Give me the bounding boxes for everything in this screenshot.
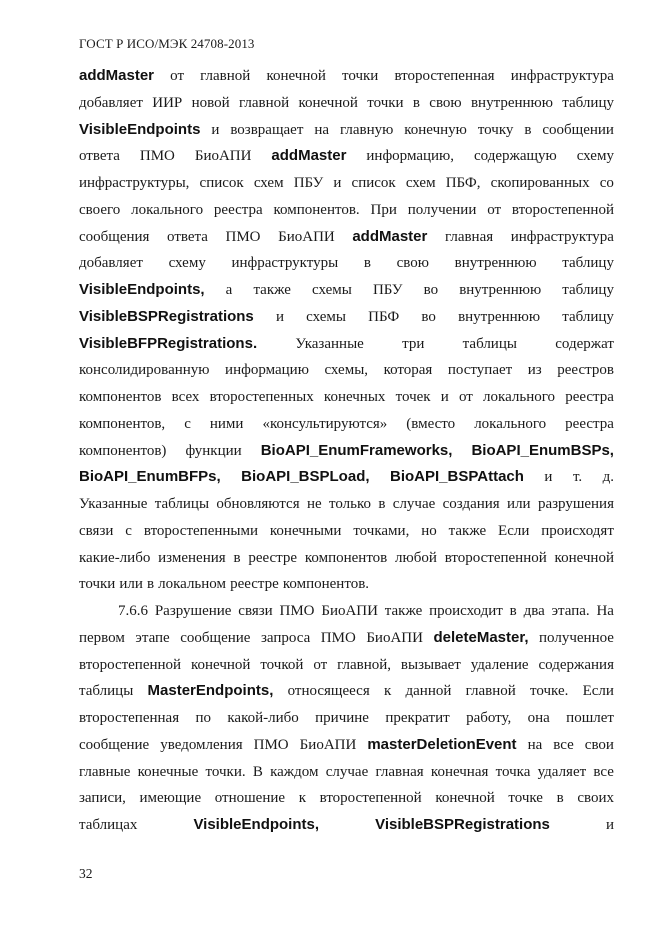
word: конечными xyxy=(269,522,342,539)
word: к xyxy=(298,790,306,807)
word: БиоАПИ xyxy=(299,736,357,753)
word: или xyxy=(119,576,143,593)
code-identifier: VisibleEndpoints, xyxy=(193,816,320,833)
word: инфраструктура xyxy=(510,228,614,245)
word: схемы, xyxy=(324,362,369,379)
word: от xyxy=(487,201,502,218)
word: инфраструктура xyxy=(510,68,614,84)
word: конечной xyxy=(554,549,614,566)
word: свою xyxy=(429,94,462,111)
word: содержания xyxy=(538,656,614,673)
word: этапе xyxy=(135,629,170,646)
word: и xyxy=(333,175,342,191)
word: таблицу xyxy=(562,255,614,272)
word: второстепенной xyxy=(444,549,547,566)
word: информацию xyxy=(225,362,309,379)
word: реестров xyxy=(557,362,614,379)
word: ПМО xyxy=(225,228,261,245)
word: три xyxy=(402,335,425,352)
word: инфраструктуры, xyxy=(79,175,190,191)
word: добавляет xyxy=(79,255,143,272)
word: схемы xyxy=(306,308,346,325)
word: отношение xyxy=(214,790,286,807)
text-line xyxy=(79,759,614,786)
word: прекратит xyxy=(385,710,450,726)
word: схемы xyxy=(312,282,352,298)
code-identifier: VisibleEndpoints, xyxy=(79,281,205,298)
word: локального xyxy=(474,415,547,432)
text-line xyxy=(79,571,614,598)
word: ПБУ xyxy=(293,175,324,191)
word: ПБФ, xyxy=(445,175,481,191)
word: Указанные xyxy=(295,335,364,352)
word: в xyxy=(378,496,386,512)
code-identifier: BioAPI_BSPAttach xyxy=(390,468,524,486)
word: главной, xyxy=(337,656,391,673)
word: внутреннюю xyxy=(454,255,537,272)
word: В xyxy=(252,763,263,780)
word: и xyxy=(275,308,284,325)
word: главная xyxy=(444,228,494,245)
word: также xyxy=(253,282,291,298)
word: т. xyxy=(572,469,583,486)
word: которая xyxy=(383,362,433,379)
word: главной xyxy=(238,94,290,111)
word: с xyxy=(125,522,132,539)
word: (вместо xyxy=(406,415,456,432)
word: Если xyxy=(498,522,530,539)
word: обновляются xyxy=(216,496,300,512)
word: ИИР xyxy=(152,94,183,111)
word: главной xyxy=(465,683,516,700)
text-line xyxy=(79,277,614,304)
word: схему xyxy=(576,148,614,165)
word: реестре xyxy=(248,549,298,566)
word: но xyxy=(421,522,437,539)
word: свою xyxy=(396,255,429,272)
word: она xyxy=(527,710,550,726)
code-identifier: deleteMaster, xyxy=(433,628,529,646)
word: удаление xyxy=(470,656,529,673)
word: всех xyxy=(171,389,200,405)
word: БиоАПИ xyxy=(194,148,252,165)
word: все xyxy=(593,763,614,780)
word: внутреннюю xyxy=(458,308,541,325)
code-identifier: VisibleEndpoints xyxy=(79,120,201,138)
word: точке xyxy=(508,790,543,807)
word: и xyxy=(544,469,553,486)
text-line xyxy=(79,331,614,358)
word: какие-либо xyxy=(79,549,151,566)
word: ПБУ xyxy=(372,282,403,298)
word: каждом xyxy=(270,763,319,780)
word: от xyxy=(313,656,328,673)
text-line xyxy=(79,438,614,465)
word: ПМО xyxy=(139,148,175,165)
word: схем xyxy=(405,175,436,191)
text-line xyxy=(79,170,614,197)
word: второстепенными xyxy=(143,522,259,539)
word: все xyxy=(553,736,574,753)
text-line xyxy=(79,491,614,518)
code-identifier: BioAPI_BSPLoad, xyxy=(241,468,370,486)
word: точкой xyxy=(260,656,304,673)
word: удаляет xyxy=(537,763,587,780)
word: и xyxy=(440,389,449,405)
word: второстепенной xyxy=(511,201,614,218)
word: к xyxy=(383,683,392,700)
word: Если xyxy=(582,683,614,700)
word: компонентов, xyxy=(79,415,166,432)
word: в xyxy=(233,549,241,566)
running-header: ГОСТ Р ИСО/МЭК 24708-2013 xyxy=(79,36,255,51)
text-line xyxy=(79,464,614,491)
word: два xyxy=(523,603,545,619)
word: таблицу xyxy=(562,94,614,111)
word: конечные xyxy=(137,763,199,780)
word: БиоАПИ xyxy=(366,629,423,646)
word: в xyxy=(556,790,564,807)
word: из xyxy=(527,362,542,379)
word: точка xyxy=(495,763,531,780)
word: уведомления xyxy=(160,736,243,753)
word: возвращает xyxy=(230,121,304,138)
word: конечной xyxy=(190,656,251,673)
word: причине xyxy=(315,710,369,726)
text-line xyxy=(79,250,614,277)
word: список xyxy=(351,175,396,191)
word: сообщения xyxy=(79,228,150,245)
word: добавляет xyxy=(79,94,143,111)
word: схем xyxy=(253,175,284,191)
word: точками, xyxy=(353,522,410,539)
word: Указанные xyxy=(79,496,148,512)
word: разрушения xyxy=(537,496,614,512)
word: 7.6.6 xyxy=(118,603,148,619)
word: «консультируются» xyxy=(262,415,388,432)
word: а xyxy=(225,282,233,298)
word: ними xyxy=(209,415,244,432)
word: второстепенной xyxy=(79,656,182,673)
text-line xyxy=(118,598,614,625)
word: относящееся xyxy=(287,683,370,700)
word: какой-либо xyxy=(227,710,299,726)
word: конечная xyxy=(430,763,489,780)
word: инфраструктуры xyxy=(231,255,339,272)
word: ПМО xyxy=(279,603,315,619)
word: связи xyxy=(238,603,273,619)
word: сообщение xyxy=(79,736,150,753)
code-identifier: BioAPI_EnumBSPs, xyxy=(471,441,614,459)
word: компонентов) xyxy=(79,442,167,459)
word: данной xyxy=(405,683,452,700)
text-line xyxy=(79,117,614,144)
word: содержат xyxy=(555,335,614,352)
word: внутреннюю xyxy=(470,94,553,111)
word: таблицу xyxy=(562,308,614,325)
word: БиоАПИ xyxy=(278,228,335,245)
text-line xyxy=(79,63,614,90)
word: информацию, xyxy=(366,148,455,165)
word: и xyxy=(605,817,614,833)
punctuation: . xyxy=(252,334,258,352)
word: в xyxy=(363,255,371,272)
word: ПМО xyxy=(253,736,289,753)
word: главной xyxy=(200,68,251,84)
word: содержащую xyxy=(473,148,557,165)
word: локального xyxy=(483,389,555,405)
word: скопированных xyxy=(490,175,590,191)
text-line xyxy=(79,785,614,812)
code-identifier: BioAPI_EnumBFPs, xyxy=(79,468,221,486)
word: ответа xyxy=(79,148,120,165)
text-line xyxy=(79,812,614,839)
word: и xyxy=(211,121,220,138)
word: список xyxy=(199,175,244,191)
word: запроса xyxy=(260,629,311,646)
word: в xyxy=(524,121,532,138)
word: ПМО xyxy=(320,629,356,646)
word: во xyxy=(423,282,439,298)
word: локальном xyxy=(158,576,227,593)
word: реестра xyxy=(565,415,614,432)
code-identifier: VisibleBFPRegistrations. xyxy=(79,334,258,352)
code-identifier: masterDeletionEvent xyxy=(367,735,517,753)
word: в xyxy=(412,94,420,111)
text-line xyxy=(79,384,614,411)
word: пошлет xyxy=(566,710,614,726)
word: д. xyxy=(602,469,614,486)
word: конечной xyxy=(298,94,358,111)
word: по xyxy=(195,710,211,726)
word: конечной xyxy=(435,790,495,807)
word: сообщении xyxy=(542,121,614,138)
word: случае xyxy=(392,496,436,512)
word: компонентов. xyxy=(282,576,370,593)
code-identifier: VisibleBSPRegistrations xyxy=(375,816,550,833)
word: полученное xyxy=(539,629,614,646)
word: точки xyxy=(342,68,379,84)
word: таблицы xyxy=(462,335,517,352)
page-number: 32 xyxy=(79,866,93,881)
word: на xyxy=(314,121,330,138)
word: Разрушение xyxy=(154,603,232,619)
word: точек xyxy=(395,389,431,405)
word: ответа xyxy=(167,228,208,245)
word: главные xyxy=(79,763,131,780)
word: главная xyxy=(375,763,424,780)
word: также xyxy=(448,522,487,539)
code-identifier: BioAPI_EnumFrameworks, xyxy=(260,441,453,459)
text-line xyxy=(79,304,614,331)
word: не xyxy=(306,496,322,512)
word: изменения xyxy=(158,549,226,566)
text-line xyxy=(79,224,614,251)
word: поступает xyxy=(447,362,513,379)
text-line xyxy=(79,732,614,759)
code-identifier: MasterEndpoints, xyxy=(147,682,274,700)
word: второстепенная xyxy=(79,710,180,726)
word: консолидированную xyxy=(79,362,210,379)
word: вызывает xyxy=(400,656,461,673)
word: БиоАПИ xyxy=(321,603,378,619)
word: таблицы xyxy=(154,496,210,512)
word: реестре xyxy=(230,576,279,593)
word: или xyxy=(507,496,531,512)
word: новой xyxy=(191,94,230,111)
word: реестра xyxy=(565,389,614,405)
word: своих xyxy=(577,790,614,807)
word: компонентов xyxy=(79,389,162,405)
word: второстепенной xyxy=(319,790,422,807)
word: функции xyxy=(185,442,242,459)
word: случае xyxy=(325,763,369,780)
word: точку xyxy=(477,121,514,138)
word: своего xyxy=(79,201,121,218)
word: происходят xyxy=(541,522,614,539)
word: имеющие xyxy=(139,790,202,807)
text-line xyxy=(79,143,614,170)
word: записи, xyxy=(79,790,126,807)
text-line xyxy=(79,652,614,679)
word: При xyxy=(370,201,397,218)
word: любой xyxy=(395,549,437,566)
word: только xyxy=(328,496,371,512)
text-line xyxy=(79,518,614,545)
word: свои xyxy=(584,736,614,753)
word: работу, xyxy=(466,710,512,726)
word: второстепенная xyxy=(394,68,495,84)
word: получении xyxy=(407,201,477,218)
word: в xyxy=(146,576,155,593)
text-line xyxy=(79,197,614,224)
text-line xyxy=(79,90,614,117)
word: от xyxy=(458,389,473,405)
word: создания xyxy=(442,496,500,512)
word: таблицах xyxy=(79,817,138,833)
word: конечной xyxy=(266,68,326,84)
word: конечных xyxy=(323,389,386,405)
word: компонентов. xyxy=(273,201,360,218)
word: точки xyxy=(79,576,116,593)
code-identifier: addMaster xyxy=(79,67,155,84)
text-line xyxy=(79,625,614,652)
word: схему xyxy=(168,255,206,272)
text-line xyxy=(79,411,614,438)
word: этапа. xyxy=(551,603,590,619)
word: локального xyxy=(131,201,204,218)
text-line xyxy=(79,678,614,705)
word: конечную xyxy=(404,121,467,138)
code-identifier: addMaster xyxy=(352,227,428,245)
word: главную xyxy=(339,121,394,138)
word: во xyxy=(421,308,436,325)
punctuation: , xyxy=(200,281,205,298)
word: со xyxy=(599,175,614,191)
word: На xyxy=(596,603,614,619)
word: точки. xyxy=(205,763,246,780)
word: связи xyxy=(79,522,114,539)
word: на xyxy=(527,736,543,753)
word: от xyxy=(170,68,185,84)
word: внутреннюю xyxy=(459,282,542,298)
word: точки xyxy=(367,94,404,111)
word: второстепенных xyxy=(209,389,314,405)
word: реестра xyxy=(213,201,263,218)
code-identifier: addMaster xyxy=(271,147,347,165)
word: происходит xyxy=(429,603,503,619)
text-line xyxy=(79,545,614,572)
word: таблицу xyxy=(562,282,614,298)
word: первом xyxy=(79,629,125,646)
word: также xyxy=(384,603,423,619)
text-line xyxy=(79,705,614,732)
word: компонентов xyxy=(304,549,388,566)
word: с xyxy=(184,415,191,432)
word: ПБФ xyxy=(368,308,400,325)
word: сообщение xyxy=(180,629,251,646)
word: в xyxy=(509,603,517,619)
text-line xyxy=(79,357,614,384)
word: таблицы xyxy=(79,683,134,700)
code-identifier: VisibleBSPRegistrations xyxy=(79,307,254,325)
word: точке. xyxy=(530,683,569,700)
